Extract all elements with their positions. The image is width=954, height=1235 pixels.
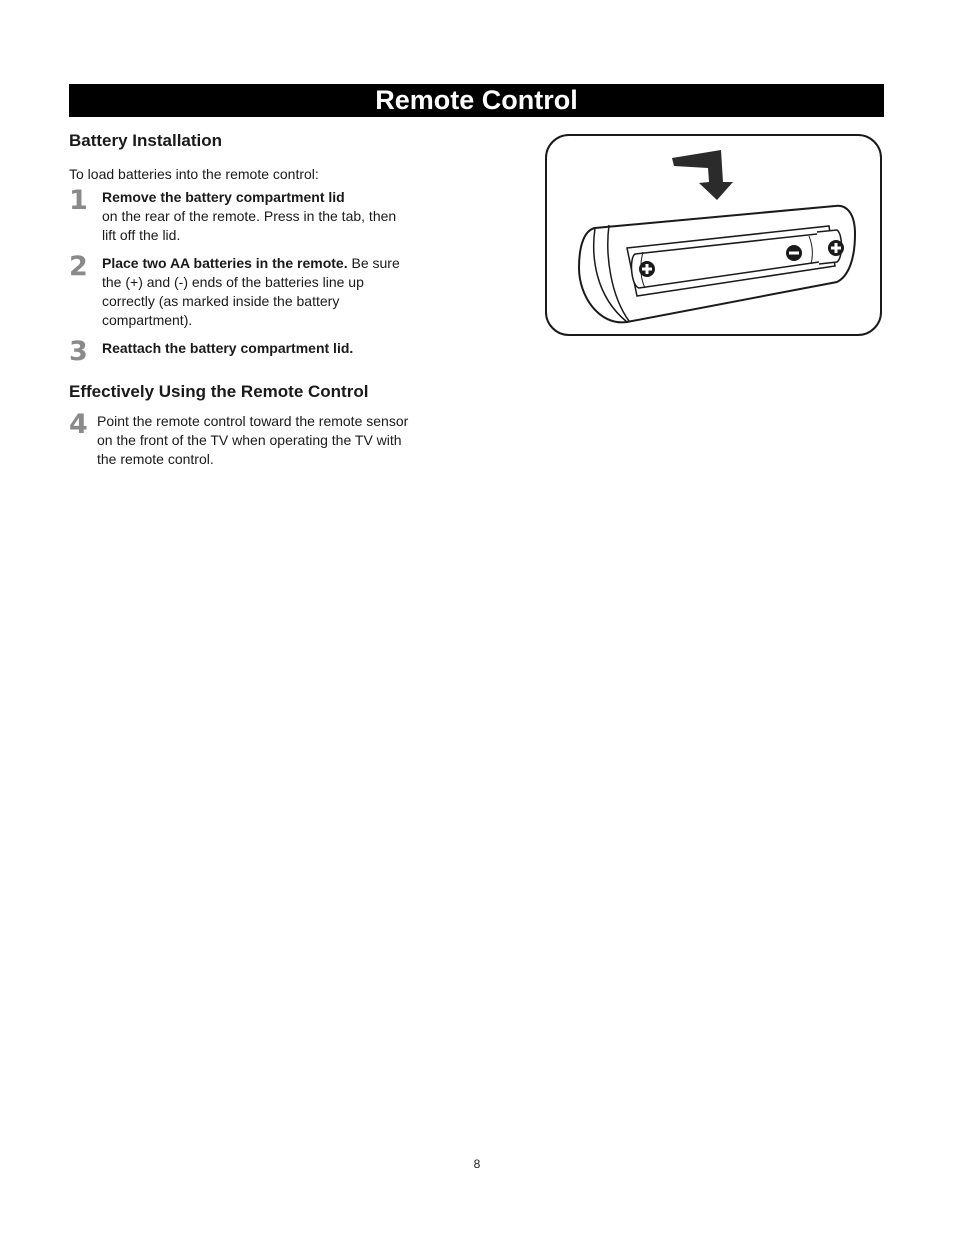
step-bold-text: Remove the battery compartment lid (102, 189, 345, 205)
effective-use-heading: Effectively Using the Remote Control (69, 382, 369, 401)
page-title: Remote Control (375, 85, 578, 115)
step-number: 1 (69, 185, 88, 216)
intro-text: To load batteries into the remote control: (69, 166, 319, 182)
step-1 (69, 185, 409, 245)
plus-icon (639, 261, 655, 277)
step-bold-text: Reattach the battery compartment lid. (102, 340, 354, 356)
step-bold-text: Place two AA batteries in the remote. (102, 255, 348, 271)
step-text: on the rear of the remote. Press in the tab, then lift off the lid. (102, 208, 397, 243)
page-number: 8 (473, 1157, 481, 1171)
step-text: Point the remote control toward the remote sensor on the front of the TV when operating the TV with the remote control. (97, 413, 409, 467)
title-bar (69, 84, 884, 117)
battery-installation-heading: Battery Installation (69, 131, 223, 150)
step-number: 3 (69, 336, 88, 367)
arrow-down-icon (672, 150, 733, 200)
minus-icon (786, 245, 802, 261)
step-2 (69, 251, 409, 330)
plus-icon (828, 240, 844, 256)
battery-illustration (545, 134, 882, 336)
left-column (69, 131, 409, 469)
step-number: 4 (69, 409, 88, 440)
step-4 (69, 409, 409, 469)
remote-control-icon (547, 136, 880, 334)
step-number: 2 (69, 251, 88, 282)
step-text: Be sure the (+) and (-) ends of the batteries line up correctly (as marked inside the battery compartment). (102, 255, 400, 328)
step-3 (69, 336, 409, 367)
